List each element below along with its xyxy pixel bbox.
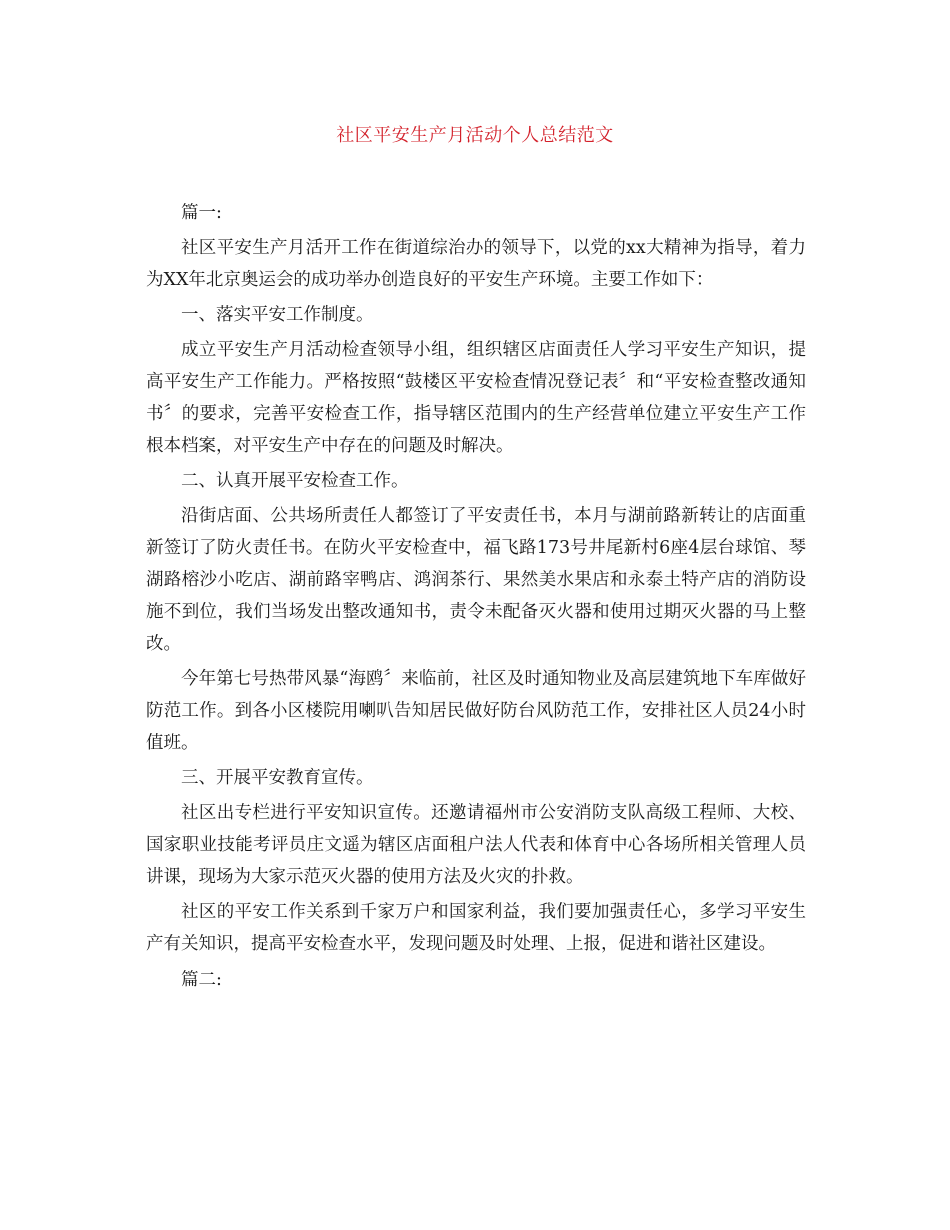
section-heading-3: 三、开展平安教育宣传。	[181, 768, 374, 788]
section-2-paragraph-1: 沿街店面、公共场所责任人都签订了平安责任书，本月与湖前路新转让的店面重新签订了防火责任书。在防火平安检查中，福飞路173号井尾新村6座4层台球馆、琴湖路榕沙小吃店、湖前路宰鸭店、鸿润茶行、果然美水果店和永泰土特产店的消防设施不到位，我们当场发出整改通知书，责令未配备灭火器和使用过期灭火器的马上整改。	[146, 506, 806, 654]
part-two-heading: 篇二:	[181, 970, 222, 990]
section-heading-2: 二、认真开展平安检查工作。	[181, 471, 409, 491]
section-1-paragraph: 成立平安生产月活动检查领导小组，组织辖区店面责任人学习平安生产知识，提高平安生产工作能力。严格按照“鼓楼区平安检查情况登记表〞和“平安检查整改通知书〞的要求，完善平安检查工作，指导辖区范围内的生产经营单位建立平安生产工作根本档案，对平安生产中存在的问题及时解决。	[146, 340, 806, 456]
part-one-heading: 篇一:	[181, 203, 222, 223]
intro-paragraph: 社区平安生产月活开工作在街道综治办的领导下，以党的xx大精神为指导，着力为XX年北京奥运会的成功举办创造良好的平安生产环境。主要工作如下：	[146, 238, 806, 290]
conclusion-paragraph: 社区的平安工作关系到千家万户和国家利益，我们要加强责任心，多学习平安生产有关知识，提高平安检查水平，发现问题及时处理、上报，促进和谐社区建设。	[146, 902, 806, 954]
section-heading-1: 一、落实平安工作制度。	[181, 305, 374, 325]
document-body	[146, 193, 806, 996]
section-2-paragraph-2: 今年第七号热带风暴“海鸥〞来临前，社区及时通知物业及高层建筑地下车库做好防范工作。到各小区楼院用喇叭告知居民做好防台风防范工作，安排社区人员24小时值班。	[146, 669, 806, 753]
document-title: 社区平安生产月活动个人总结范文	[336, 125, 614, 146]
section-3-paragraph: 社区出专栏进行平安知识宣传。还邀请福州市公安消防支队高级工程师、大校、国家职业技能考评员庄文遥为辖区店面租户法人代表和体育中心各场所相关管理人员讲课，现场为大家示范灭火器的使用方法及火灾的扑救。	[146, 803, 806, 887]
